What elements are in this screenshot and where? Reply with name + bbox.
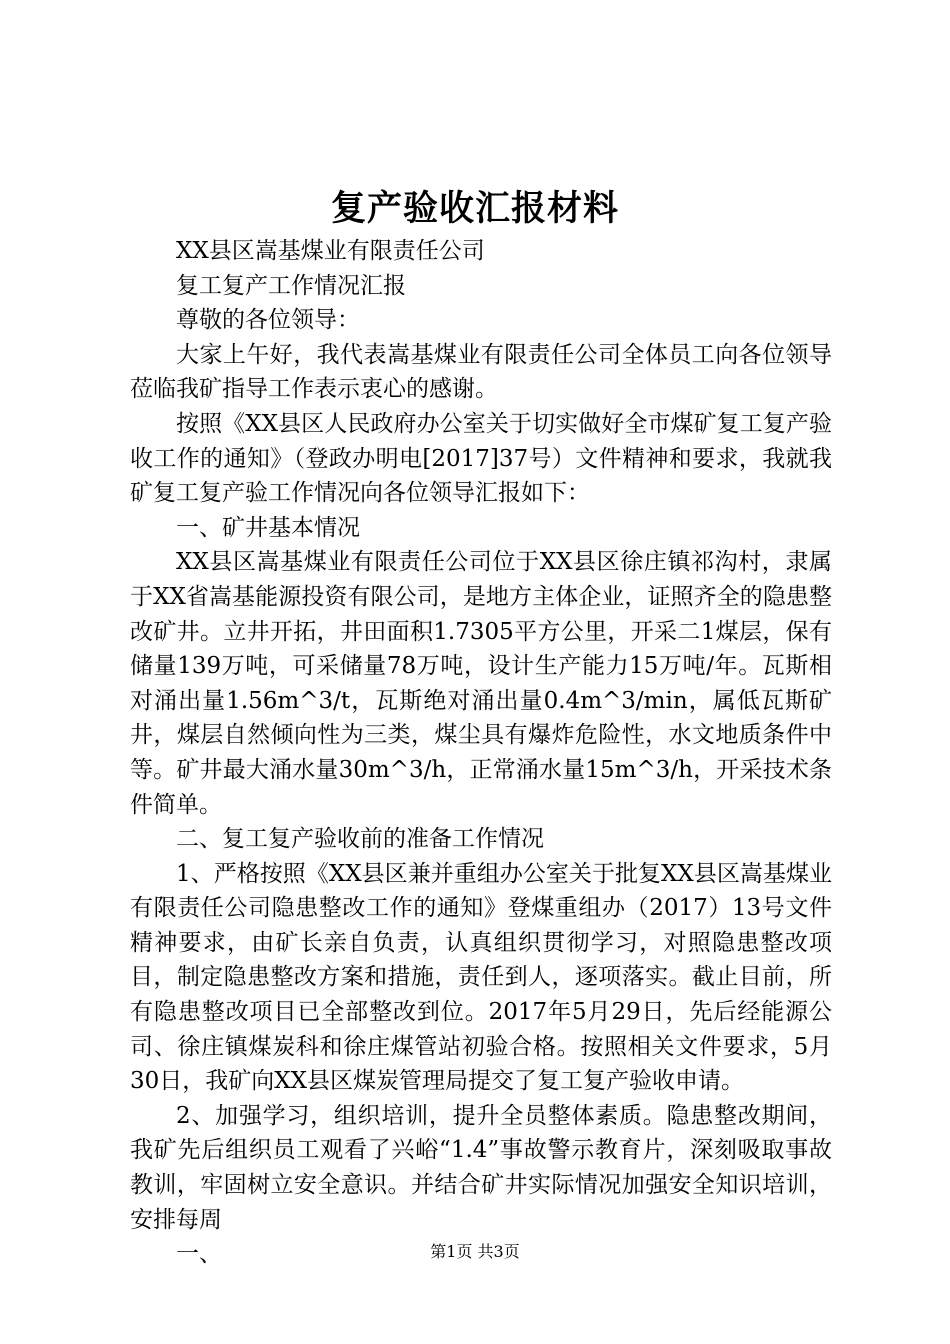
salutation: 尊敬的各位领导： [176, 307, 360, 334]
report-subtitle: 复工复产工作情况汇报 [176, 272, 406, 299]
section-heading-1: 一、矿井基本情况 [176, 514, 360, 541]
trailing-fragment: 一、 [176, 1241, 222, 1268]
preparation-paragraph-1: 1、严格按照《XX县区兼并重组办公室关于批复XX县区嵩基煤业有限责任公司隐患整改工作的通知》登煤重组办（2017）13号文件精神要求，由矿长亲自负责，认真组织贯彻学习，对照隐患整改项目，制定隐患整改方案和措施，责任到人，逐项落实。截止目前，所有隐患整改项目已全部整改到位。2017年5月29日，先后经能源公司、徐庄镇煤炭科和徐庄煤管站初验合格。按照相关文件要求，5月30日，我矿向XX县区煤炭管理局提交了复工复产验收申请。 [130, 860, 832, 1095]
intro-paragraph: 按照《XX县区人民政府办公室关于切实做好全市煤矿复工复产验收工作的通知》（登政办明电[2017]37号）文件精神和要求，我就我矿复工复产验工作情况向各位领导汇报如下： [130, 410, 832, 507]
preparation-paragraph-2: 2、加强学习，组织培训，提升全员整体素质。隐患整改期间，我矿先后组织员工观看了兴峪“1.4”事故警示教育片，深刻吸取事故教训，牢固树立安全意识。并结合矿井实际情况加强安全知识培训，安排每周 [130, 1102, 832, 1233]
mine-info-paragraph: XX县区嵩基煤业有限责任公司位于XX县区徐庄镇祁沟村，隶属于XX省嵩基能源投资有限公司，是地方主体企业，证照齐全的隐患整改矿井。立井开拓，井田面积1.7305平方公里，开采二1煤层，保有储量139万吨，可采储量78万吨，设计生产能力15万吨/年。瓦斯相对涌出量1.56m^3/t，瓦斯绝对涌出量0.4m^3/min，属低瓦斯矿井，煤层自然倾向性为三类，煤尘具有爆炸危险性，水文地质条件中等。矿井最大涌水量30m^3/h，正常涌水量15m^3/h，开采技术条件简单。 [130, 549, 832, 818]
page-number: 第1页 共3页 [430, 1242, 520, 1261]
document-title: 复产验收汇报材料 [330, 188, 619, 229]
company-line: XX县区嵩基煤业有限责任公司 [176, 238, 485, 264]
greeting-paragraph: 大家上午好，我代表嵩基煤业有限责任公司全体员工向各位领导莅临我矿指导工作表示衷心的感谢。 [130, 341, 832, 403]
document-body [130, 234, 832, 1272]
section-heading-2: 二、复工复产验收前的准备工作情况 [176, 826, 544, 853]
